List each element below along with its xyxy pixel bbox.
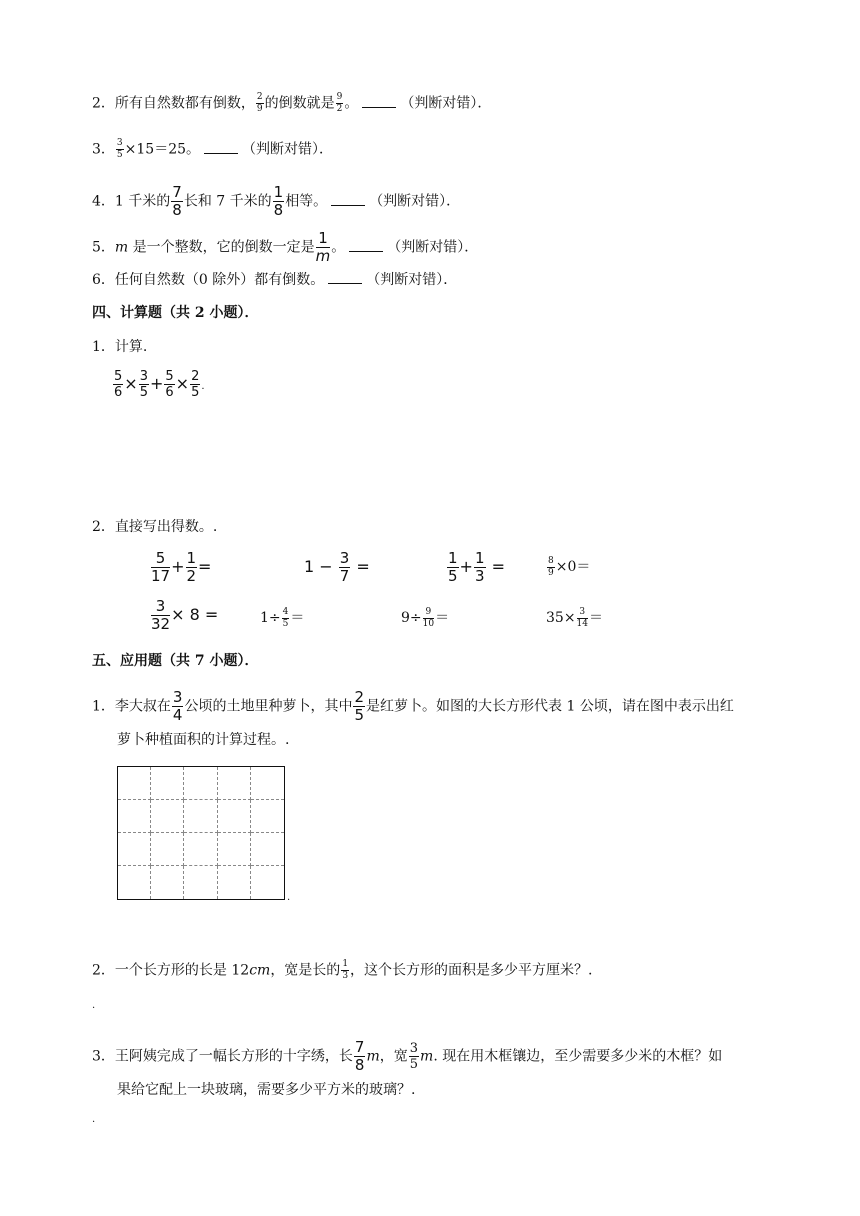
question-tail: （判断对错）． [366, 272, 458, 288]
judge-q4 [92, 185, 460, 218]
question-number: 2． [92, 962, 115, 979]
oral-calc-1 [150, 551, 211, 584]
denominator: 14 [576, 618, 588, 629]
operand: ×0＝ [555, 559, 591, 575]
denominator: 32 [151, 615, 171, 633]
grid-cell[interactable] [218, 767, 251, 800]
numerator: 9 [423, 608, 434, 619]
denominator: 17 [151, 567, 171, 585]
oral-calc-5 [150, 599, 218, 632]
question-number: 1． [92, 698, 115, 715]
numerator: 5 [165, 369, 174, 384]
section-title: 五、应用题（共 7 小题）． [92, 653, 259, 669]
fraction [139, 370, 149, 399]
operator: + [149, 374, 164, 393]
denominator: 10 [422, 618, 435, 629]
question-text: 的倒数就是 [264, 95, 335, 112]
denominator: 5 [448, 567, 458, 585]
equals: = [486, 557, 505, 576]
grid-cell[interactable] [218, 833, 251, 866]
fraction [282, 608, 290, 629]
variable: m [114, 239, 129, 256]
oral-calc-6 [260, 607, 304, 629]
denominator: 8 [273, 201, 284, 219]
equals: = [351, 557, 370, 576]
grid-cell[interactable] [118, 833, 151, 866]
grid-cell[interactable] [251, 833, 284, 866]
numerator: 1 [474, 549, 485, 567]
fraction [172, 690, 184, 723]
answer-blank[interactable] [328, 270, 362, 284]
equals: ＝ [290, 610, 305, 626]
trailing-dot: . [92, 1114, 96, 1125]
app3-text-line2: 果给它配上一块玻璃，需要多少平方米的玻璃？. [117, 1082, 416, 1098]
question-text: 。 [331, 239, 346, 256]
grid-cell[interactable] [251, 767, 284, 800]
denominator: 5 [282, 618, 289, 629]
calc1-expression [112, 370, 205, 399]
trailing-dot: . [287, 892, 291, 903]
numerator: 5 [114, 369, 123, 384]
grid-cell[interactable] [184, 866, 217, 899]
app1-text-line2: 萝卜种植面积的计算过程。. [117, 732, 290, 748]
judge-q6 [92, 270, 457, 290]
oral-calc-8 [546, 607, 603, 629]
numerator: 3 [172, 688, 183, 706]
fraction [547, 557, 555, 578]
question-text: 相等。 [285, 193, 328, 210]
fraction [353, 690, 365, 723]
fraction [113, 370, 123, 399]
grid-cell[interactable] [184, 767, 217, 800]
question-number: 3． [92, 141, 115, 158]
denominator: 4 [172, 706, 183, 724]
denominator: 8 [354, 1056, 365, 1074]
question-number: 2． [92, 519, 115, 535]
operator: + [459, 557, 473, 576]
grid-cell[interactable] [251, 800, 284, 833]
question-tail: （判断对错）． [369, 193, 461, 210]
grid-cell[interactable] [118, 800, 151, 833]
question-text: ，宽是长的 [270, 962, 341, 979]
denominator: 2 [186, 567, 197, 585]
question-tail: （判断对错）． [387, 239, 479, 256]
fraction [341, 960, 349, 981]
question-text: 直接写出得数。. [114, 519, 218, 535]
fraction [474, 551, 486, 584]
grid-cell[interactable] [151, 800, 184, 833]
trailing-dot: . [92, 1000, 96, 1011]
grid-cell[interactable] [218, 866, 251, 899]
operand: 1 − [304, 557, 338, 576]
numerator: 3 [139, 369, 148, 384]
question-text: 王阿姨完成了一幅长方形的十字绣，长 [114, 1048, 353, 1065]
question-text: ×15＝25。 [124, 141, 201, 158]
question-text: 任何自然数（0 除外）都有倒数。 [114, 272, 325, 288]
numerator: 5 [151, 551, 170, 568]
operator: × [124, 374, 138, 393]
question-number: 5． [92, 239, 115, 256]
unit: m [420, 1048, 434, 1065]
numerator: 2 [256, 92, 263, 102]
denominator: 6 [165, 385, 174, 400]
judge-q3 [92, 139, 333, 160]
unit: cm [249, 962, 271, 979]
numerator: 4 [282, 606, 289, 617]
fraction [151, 599, 170, 632]
question-text: 长和 7 千米的 [183, 193, 272, 210]
denominator: 3 [342, 971, 349, 981]
punctuation: . [201, 381, 205, 392]
question-text: ，宽 [379, 1048, 408, 1065]
numerator: 3 [116, 138, 123, 148]
numerator: 7 [354, 1038, 365, 1056]
answer-blank[interactable] [349, 238, 383, 252]
judge-q5 [92, 231, 478, 264]
calc2-prompt [92, 517, 217, 537]
grid-cell[interactable] [218, 800, 251, 833]
answer-blank[interactable] [331, 192, 365, 206]
oral-calc-7 [401, 607, 449, 629]
oral-calc-3 [446, 551, 505, 584]
fraction [423, 608, 434, 629]
numerator: 3 [151, 599, 170, 616]
numerator: 3 [409, 1041, 419, 1056]
denominator: 9 [256, 104, 263, 114]
question-number: 1． [92, 339, 115, 355]
denominator: 5 [191, 385, 200, 400]
app2-text [92, 960, 593, 981]
fraction [256, 93, 264, 114]
grid-cell[interactable] [118, 767, 151, 800]
denominator: m [315, 247, 331, 265]
grid-cell[interactable] [151, 833, 184, 866]
grid-cell[interactable] [184, 800, 217, 833]
question-number: 2． [92, 95, 115, 112]
fraction [151, 551, 170, 584]
fraction [577, 608, 588, 629]
fraction [339, 551, 351, 584]
fraction [273, 185, 285, 218]
numerator: 7 [172, 183, 182, 201]
question-text: 1 千米的 [114, 193, 171, 210]
question-text: 公顷的土地里种萝卜，其中 [184, 698, 353, 715]
area-grid[interactable] [117, 766, 285, 900]
oral-calc-2 [304, 551, 370, 584]
grid-cell[interactable] [118, 866, 151, 899]
answer-blank[interactable] [204, 140, 238, 154]
question-number: 3． [92, 1048, 115, 1065]
numerator: 1 [448, 549, 458, 567]
numerator: 1 [273, 183, 284, 201]
fraction [447, 551, 459, 584]
judge-q2 [92, 93, 491, 114]
denominator: 8 [172, 201, 182, 219]
answer-blank[interactable] [362, 94, 396, 108]
equals: ＝ [435, 610, 450, 626]
fraction [164, 370, 174, 399]
operand: × 8 = [171, 605, 219, 624]
fraction [336, 93, 344, 114]
question-tail: （判断对错）． [400, 95, 492, 112]
grid-cell[interactable] [151, 866, 184, 899]
numerator: 3 [339, 549, 350, 567]
equals: ＝ [589, 610, 603, 626]
numerator: 1 [342, 959, 349, 969]
grid-cell[interactable] [184, 833, 217, 866]
denominator: 9 [548, 567, 554, 578]
app3-text [92, 1040, 722, 1073]
numerator: 8 [548, 555, 554, 566]
operator: + [171, 557, 185, 576]
denominator: 5 [116, 150, 123, 160]
question-text: 是一个整数，它的倒数一定是 [128, 239, 315, 256]
numerator: 2 [191, 369, 200, 384]
unit: m [366, 1048, 380, 1065]
numerator: 2 [354, 688, 365, 706]
denominator: 5 [354, 706, 365, 724]
question-text: 所有自然数都有倒数， [114, 95, 255, 112]
question-number: 4． [92, 193, 115, 210]
denominator: 3 [474, 567, 485, 585]
question-text: 是红萝卜。如图的大长方形代表 1 公顷，请在图中表示出红 [366, 698, 734, 715]
fraction [190, 370, 200, 399]
operand: 35× [546, 610, 576, 626]
fraction [116, 139, 124, 160]
operand: 9÷ [401, 610, 422, 626]
denominator: 5 [409, 1057, 419, 1072]
numerator: 9 [336, 92, 343, 102]
numerator: 1 [186, 549, 197, 567]
denominator: 5 [139, 385, 148, 400]
question-text: 李大叔在 [114, 698, 171, 715]
section-title: 四、计算题（共 2 小题）． [92, 305, 259, 321]
fraction [409, 1042, 419, 1071]
fraction [186, 551, 198, 584]
grid-cell[interactable] [151, 767, 184, 800]
calc1-prompt [92, 337, 147, 357]
question-tail: （判断对错）． [242, 141, 334, 158]
equals: = [198, 557, 212, 576]
operator: × [175, 374, 190, 393]
question-text: 计算. [114, 339, 148, 355]
numerator: 1 [316, 231, 331, 248]
operand: 1÷ [260, 610, 281, 626]
question-text: . 现在用木框镶边，至少需要多少米的木框？如 [433, 1048, 723, 1065]
question-number: 6． [92, 272, 115, 288]
denominator: 6 [114, 385, 123, 400]
question-text: 一个长方形的长是 12 [114, 962, 250, 979]
oral-calc-4 [546, 556, 590, 578]
fraction [316, 231, 331, 264]
fraction [171, 185, 183, 218]
grid-cell[interactable] [251, 866, 284, 899]
denominator: 2 [336, 104, 343, 114]
question-text: ，这个长方形的面积是多少平方厘米？. [350, 962, 593, 979]
app1-text [92, 690, 734, 723]
fraction [354, 1040, 366, 1073]
numerator: 3 [577, 608, 588, 619]
denominator: 7 [339, 567, 350, 585]
question-text: 。 [344, 95, 359, 112]
